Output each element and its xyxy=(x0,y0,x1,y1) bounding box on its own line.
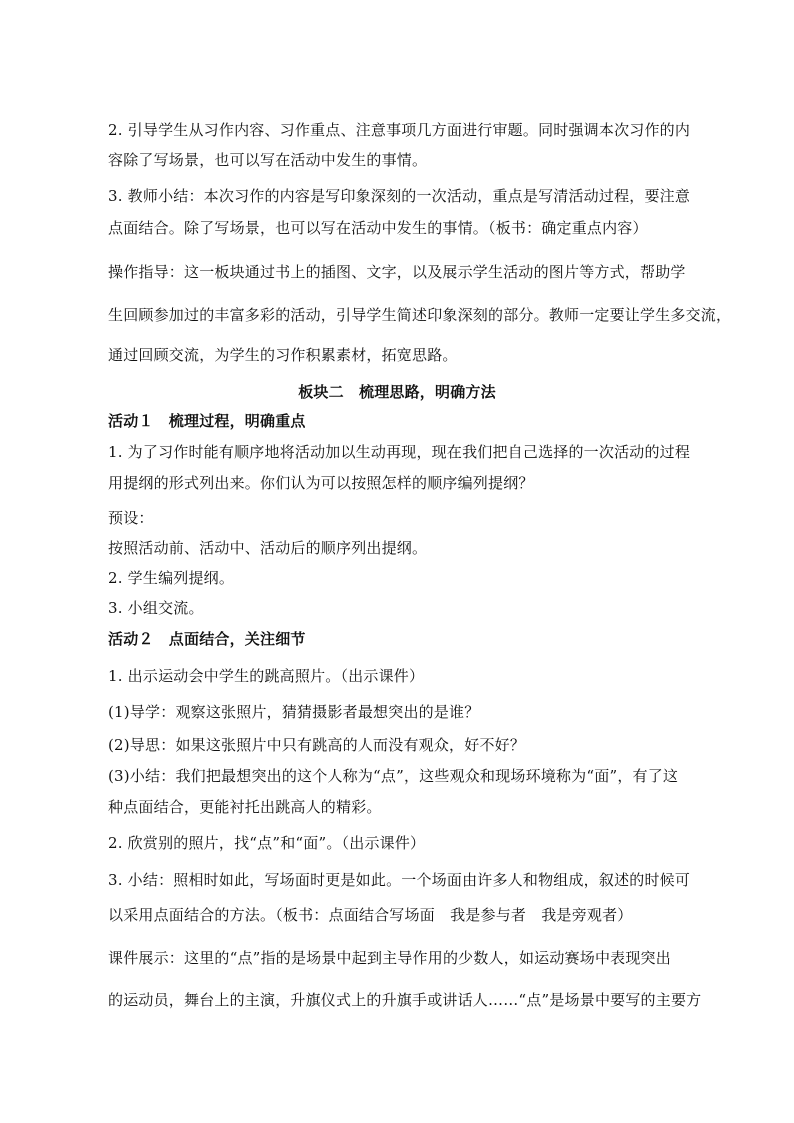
paragraph-line: 1. 出示运动会中学生的跳高照片。（出示课件） xyxy=(108,667,425,685)
paragraph-line: 点面结合。除了写场景，也可以写在活动中发生的事情。（板书：确定重点内容） xyxy=(108,219,648,237)
paragraph-line: 种点面结合，更能衬托出跳高人的精彩。 xyxy=(108,798,382,816)
paragraph-line: 3. 小结：照相时如此，写场面时更是如此。一个场面由许多人和物组成，叙述的时候可 xyxy=(108,871,691,889)
paragraph-line: 2. 引导学生从习作内容、习作重点、注意事项几方面进行审题。同时强调本次习作的内 xyxy=(108,121,691,139)
paragraph-line: 预设： xyxy=(108,509,154,527)
paragraph-line: 的运动员，舞台上的主演，升旗仪式上的升旗手或讲话人……“点”是场景中要写的主要方 xyxy=(108,991,702,1009)
paragraph-line: 1. 为了习作时能有顺序地将活动加以生动再现，现在我们把自己选择的一次活动的过程 xyxy=(108,443,691,461)
activity-heading: 活动１ 梳理过程，明确重点 xyxy=(108,412,306,430)
paragraph-line: 用提纲的形式列出来。你们认为可以按照怎样的顺序编列提纲？ xyxy=(108,474,534,492)
paragraph-line: (2)导思：如果这张照片中只有跳高的人而没有观众，好不好？ xyxy=(108,736,526,754)
paragraph-line: 按照活动前、活动中、活动后的顺序列出提纲。 xyxy=(108,539,428,557)
section-heading: 板块二 梳理思路，明确方法 xyxy=(298,383,496,401)
activity-heading: 活动２ 点面结合，关注细节 xyxy=(108,630,306,648)
paragraph-line: (1)导学：观察这张照片，猜猜摄影者最想突出的是谁？ xyxy=(108,703,480,721)
paragraph-line: 课件展示：这里的“点”指的是场景中起到主导作用的少数人，如运动赛场中表现突出 xyxy=(108,949,671,967)
paragraph-line: (3)小结：我们把最想突出的这个人称为“点”，这些观众和现场环境称为“面”，有了这 xyxy=(108,767,679,785)
paragraph-line: 2. 欣赏别的照片，找“点”和“面”。（出示课件） xyxy=(108,834,426,852)
paragraph-line: 通过回顾交流，为学生的习作积累素材，拓宽思路。 xyxy=(108,346,458,364)
paragraph-line: 3. 教师小结：本次习作的内容是写印象深刻的一次活动，重点是写清活动过程，要注意 xyxy=(108,187,691,205)
paragraph-line: 以采用点面结合的方法。（板书：点面结合写场面 我是参与者 我是旁观者） xyxy=(108,906,633,924)
paragraph-line: 容除了写场景，也可以写在活动中发生的事情。 xyxy=(108,151,428,169)
paragraph-line: 操作指导：这一板块通过书上的插图、文字，以及展示学生活动的图片等方式，帮助学 xyxy=(108,263,686,281)
paragraph-line: 3. 小组交流。 xyxy=(108,599,204,617)
paragraph-line: 生回顾参加过的丰富多彩的活动，引导学生简述印象深刻的部分。教师一定要让学生多交流， xyxy=(108,306,732,324)
paragraph-line: 2. 学生编列提纲。 xyxy=(108,569,235,587)
